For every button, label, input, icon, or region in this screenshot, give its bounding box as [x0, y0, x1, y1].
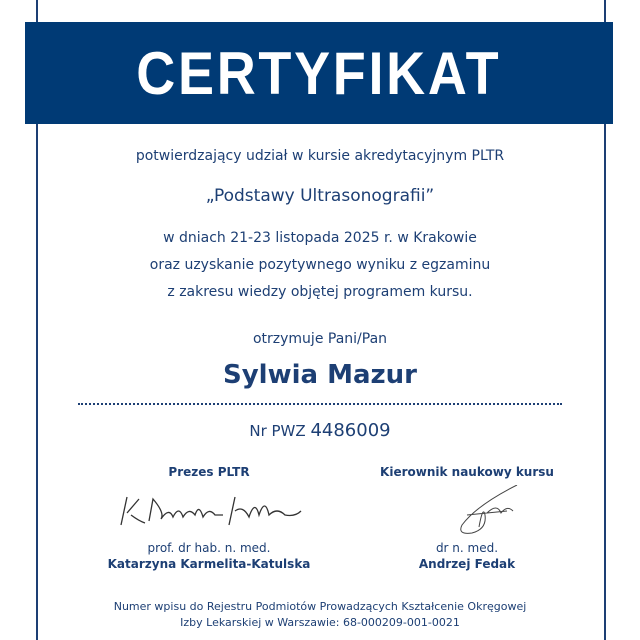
- signature-role: Prezes PLTR: [168, 465, 250, 479]
- pwz: [0, 420, 640, 441]
- pwz-label: Nr PWZ: [249, 422, 306, 440]
- scope-line: z zakresu wiedzy objętej programem kursu.: [167, 284, 473, 300]
- signature-block-scientific-director: [337, 465, 597, 571]
- signature-title: prof. dr hab. n. med.: [147, 541, 271, 555]
- registry-line-2: Izby Lekarskiej w Warszawie: 68-000209-001-0021: [180, 616, 460, 629]
- receives-text: otrzymuje Pani/Pan: [252, 331, 388, 347]
- registry-line-1: Numer wpisu do Rejestru Podmiotów Prowadzących Kształcenie Okręgowej: [113, 600, 527, 613]
- intro-text: potwierdzający udział w kursie akredytacyjnym PLTR: [135, 148, 505, 164]
- certificate-title: CERTYFIKAT: [136, 39, 502, 107]
- course-name: „Podstawy Ultrasonografii”: [205, 186, 435, 206]
- title-banner: [25, 22, 613, 124]
- exam-line: oraz uzyskanie pozytywnego wyniku z egzaminu: [149, 257, 491, 273]
- signature-name: Katarzyna Karmelita-Katulska: [107, 557, 311, 571]
- pwz-number: 4486009: [310, 420, 391, 441]
- handwritten-signature: [109, 485, 309, 535]
- signature-title: dr n. med.: [435, 541, 499, 555]
- dotted-divider: [78, 403, 562, 405]
- handwritten-signature: [367, 485, 567, 535]
- recipient-name: Sylwia Mazur: [223, 360, 417, 390]
- signature-block-president: [79, 465, 339, 571]
- signature-name: Andrzej Fedak: [418, 557, 516, 571]
- signature-role: Kierownik naukowy kursu: [380, 465, 554, 479]
- date-line: w dniach 21-23 listopada 2025 r. w Krakowie: [163, 230, 477, 246]
